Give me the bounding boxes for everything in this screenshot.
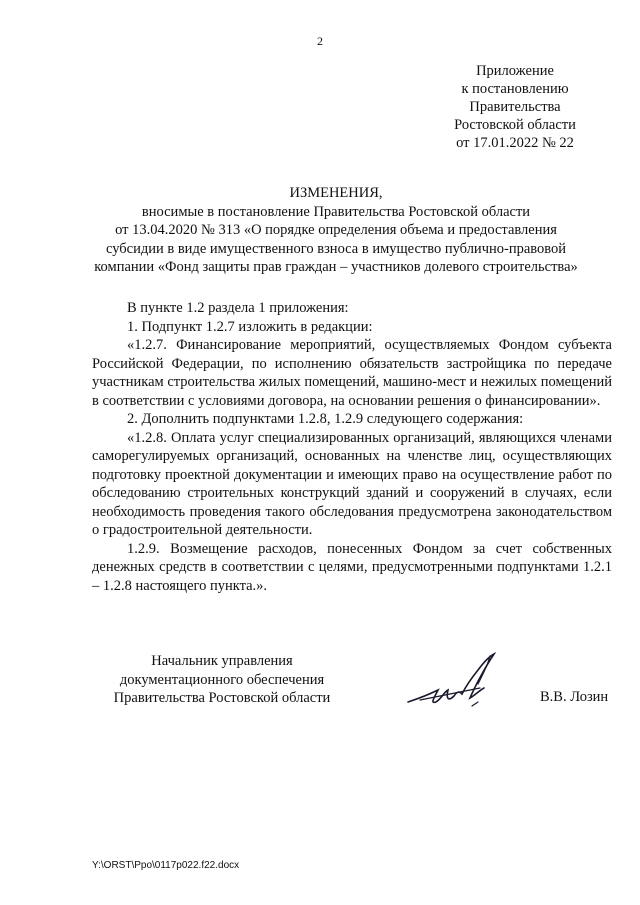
document-body bbox=[92, 299, 612, 595]
title-line: субсидии в виде имущественного взноса в имущество публично-правовой bbox=[105, 240, 567, 257]
signatory-name: В.В. Лозин bbox=[540, 689, 609, 705]
page-number: 2 bbox=[317, 34, 323, 48]
appendix-line: Приложение bbox=[476, 63, 554, 79]
document-title bbox=[60, 184, 612, 277]
file-path: Y:\ORST\Ppo\0117p022.f22.docx bbox=[92, 860, 240, 871]
body-paragraph: 1. Подпункт 1.2.7 изложить в редакции: bbox=[127, 318, 373, 335]
body-paragraph: 1.2.9. Возмещение расходов, понесенных Фондом за счет собственных денежных средств в соответствии с целями, предусмотренными подпунктами 1.2.1 – 1.2.8 настоящего пункта.». bbox=[92, 540, 612, 594]
title-line: вносимые в постановление Правительства Ростовской области bbox=[141, 203, 531, 220]
title-line: от 13.04.2020 № 313 «О порядке определения объема и предоставления bbox=[115, 222, 557, 238]
appendix-line: Ростовской области bbox=[454, 117, 576, 133]
position-line: документационного обеспечения bbox=[119, 671, 325, 688]
appendix-header bbox=[440, 62, 590, 152]
body-paragraph: В пункте 1.2 раздела 1 приложения: bbox=[127, 300, 349, 316]
position-line: Правительства Ростовской области bbox=[113, 690, 331, 706]
position-line: Начальник управления bbox=[151, 653, 293, 669]
handwritten-signature bbox=[400, 650, 510, 720]
appendix-line: от 17.01.2022 № 22 bbox=[456, 135, 574, 151]
appendix-line: Правительства bbox=[469, 99, 561, 115]
body-paragraph: 2. Дополнить подпунктами 1.2.8, 1.2.9 следующего содержания: bbox=[127, 411, 524, 427]
signatory-position bbox=[92, 652, 352, 708]
body-paragraph: «1.2.8. Оплата услуг специализированных организаций, являющихся членами саморегулируемых организаций, основанных на членстве лиц, осуществляющих подготовку проектной документации и имеющих право на осуществление работ по обследованию строительных конструкций зданий и сооружений в случаях, если необходимость проведения такого обследования предусмотрена законодательством о градостроительной деятельности. bbox=[92, 429, 612, 538]
title-line: компании «Фонд защиты прав граждан – участников долевого строительства» bbox=[94, 259, 578, 275]
title-heading: ИЗМЕНЕНИЯ, bbox=[289, 185, 383, 201]
body-paragraph: «1.2.7. Финансирование мероприятий, осуществляемых Фондом субъекта Российской Федерации, по исполнению обязательств застройщика по передаче участникам строительства жилых помещений, машино-мест и нежилых помещений в соответствии с условиями договора, на основании решения о финансировании». bbox=[92, 337, 612, 409]
appendix-line: к постановлению bbox=[461, 81, 569, 97]
